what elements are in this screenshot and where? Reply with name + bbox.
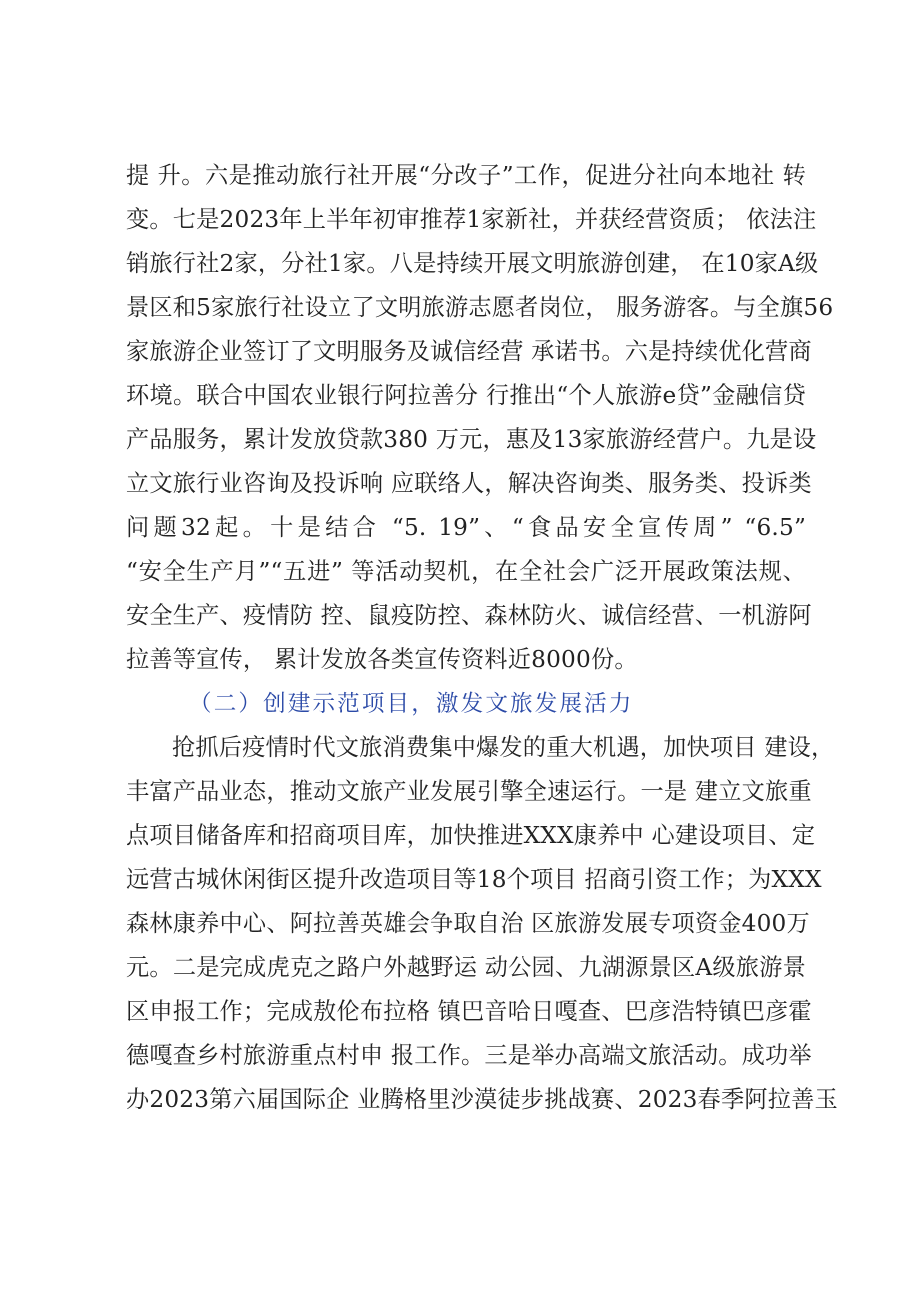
paragraph1-line-5: 家旅游企业签订了文明服务及诚信经营 承诺书。六是持续优化营商 (126, 338, 812, 365)
paragraph2-line-4: 远营古城休闲街区提升改造项目等18个项目 招商引资工作；为XXX (126, 866, 822, 893)
paragraph1-line-6: 环境。联合中国农业银行阿拉善分 行推出“个人旅游e贷”金融信贷 (126, 382, 806, 409)
paragraph1-line-12: 拉善等宣传， 累计发放各类宣传资料近8000份。 (126, 646, 638, 673)
paragraph1-line-9: 问题32起。十是结合 “5. 19”、“食品安全宣传周” “6.5” (126, 514, 806, 541)
paragraph1-line-2: 变。七是2023年上半年初审推荐1家新社，并获经营资质； 依法注 (126, 206, 817, 233)
paragraph1-line-1: 提 升。六是推动旅行社开展“分改子”工作，促进分社向本地社 转 (126, 162, 806, 189)
paragraph1-line-10: “安全生产月”“五进” 等活动契机，在全社会广泛开展政策法规、 (126, 558, 806, 585)
section-heading: （二）创建示范项目，激发文旅发展活力 (189, 691, 634, 717)
paragraph2-line-3: 点项目储备库和招商项目库，加快推进XXX康养中 心建设项目、定 (126, 822, 816, 849)
paragraph2-line-1: 抢抓后疫情时代文旅消费集中爆发的重大机遇，加快项目 建设， (172, 734, 835, 761)
paragraph1-line-8: 立文旅行业咨询及投诉响 应联络人，解决咨询类、服务类、投诉类 (126, 470, 812, 497)
paragraph2-line-7: 区申报工作；完成敖伦布拉格 镇巴音哈日嘎查、巴彦浩特镇巴彦霍 (126, 998, 812, 1025)
paragraph2-line-8: 德嘎查乡村旅游重点村申 报工作。三是举办高端文旅活动。成功举 (126, 1042, 812, 1069)
paragraph2-line-9: 办2023第六届国际企 业腾格里沙漠徒步挑战赛、2023春季阿拉善玉 (126, 1086, 838, 1113)
paragraph1-line-11: 安全生产、疫情防 控、鼠疫防控、森林防火、诚信经营、一机游阿 (126, 602, 812, 629)
paragraph1-line-7: 产品服务，累计发放贷款380 万元，惠及13家旅游经营户。九是设 (126, 426, 817, 453)
paragraph2-line-5: 森林康养中心、阿拉善英雄会争取自治 区旅游发展专项资金400万 (126, 910, 810, 937)
paragraph2-line-6: 元。二是完成虎克之路户外越野运 动公园、九湖源景区A级旅游景 (126, 954, 806, 981)
paragraph2-line-2: 丰富产品业态，推动文旅产业发展引擎全速运行。一是 建立文旅重 (126, 778, 812, 805)
paragraph1-line-4: 景区和5家旅行社设立了文明旅游志愿者岗位， 服务游客。与全旗56 (126, 294, 834, 321)
paragraph1-line-3: 销旅行社2家，分社1家。八是持续开展文明旅游创建， 在10家A级 (126, 250, 819, 277)
